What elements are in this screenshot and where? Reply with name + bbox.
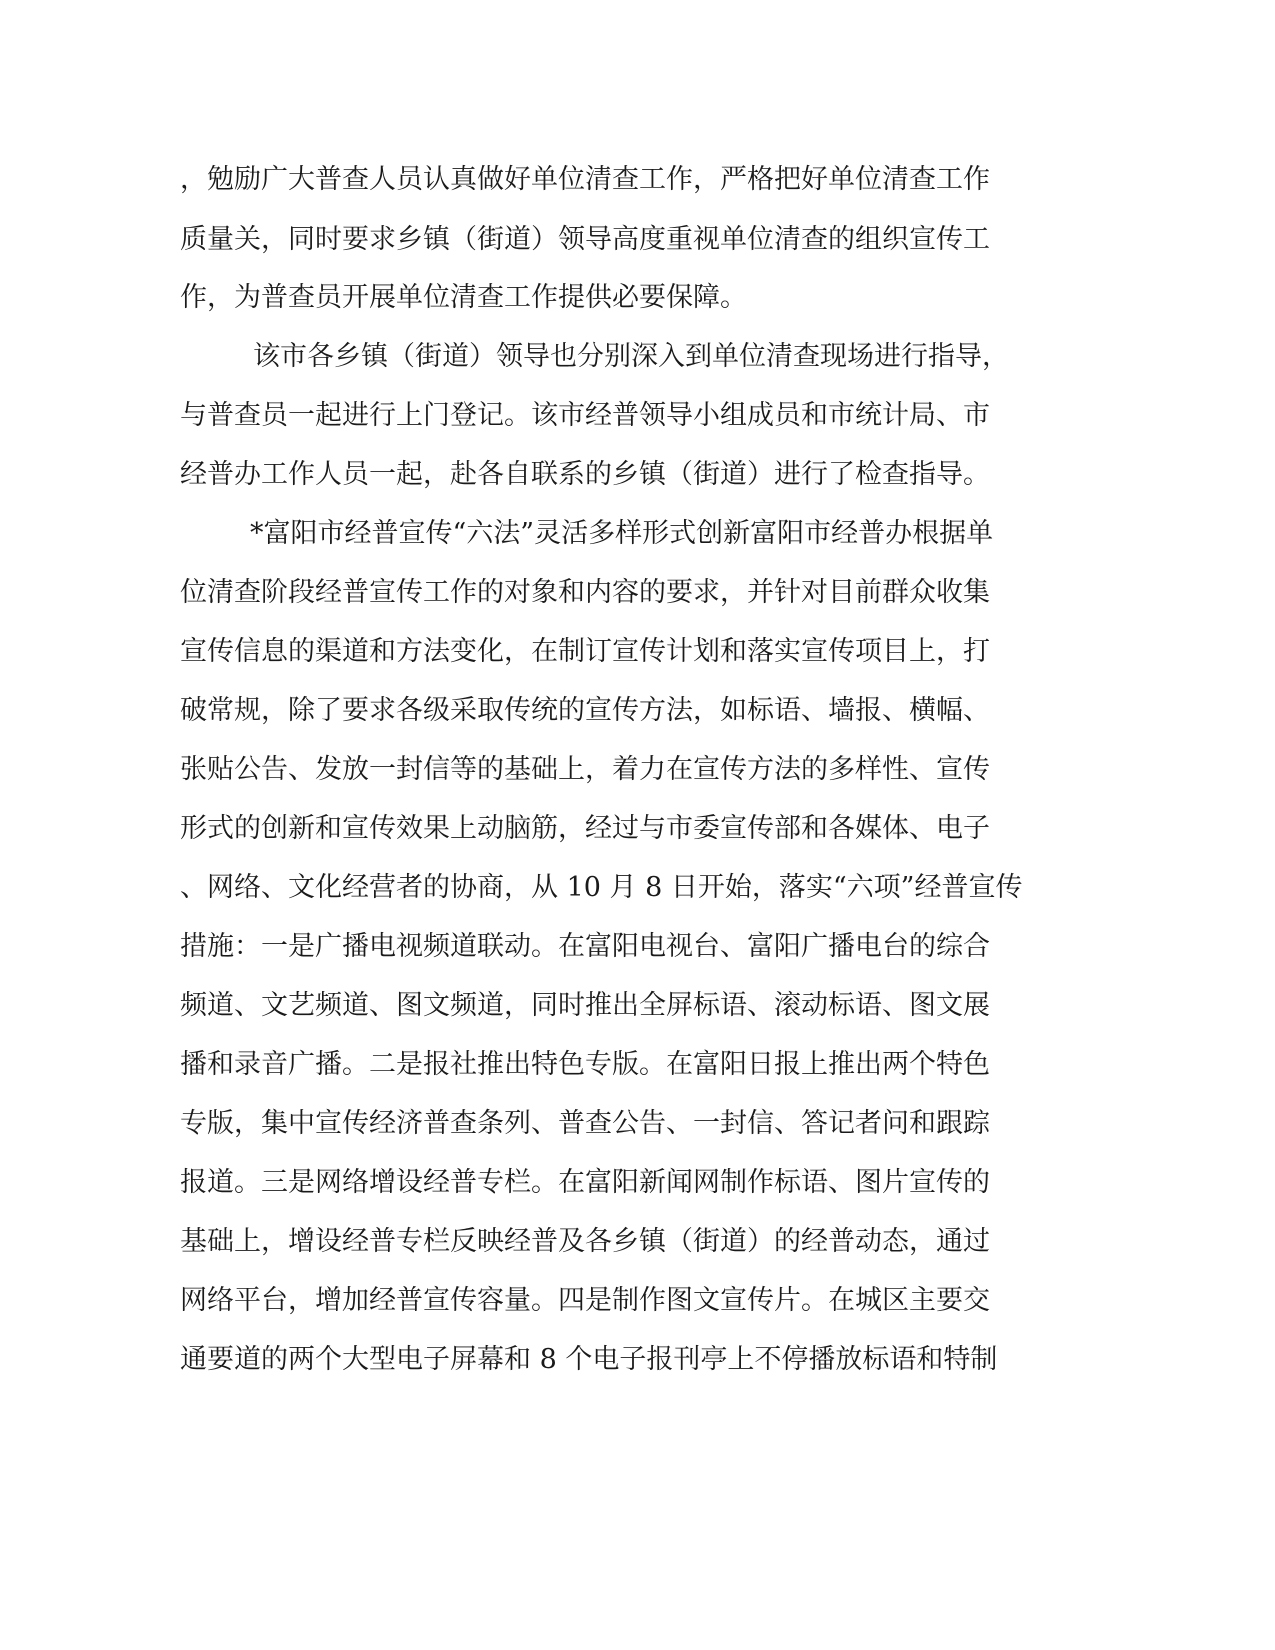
text-line: 网络平台，增加经普宣传容量。四是制作图文宣传片。在城区主要交: [180, 1285, 990, 1316]
text-line: 、网络、文化经营者的协商，从 10 月 8 日开始，落实“六项”经普宣传: [180, 872, 1023, 903]
text-line: 该市各乡镇（街道）领导也分别深入到单位清查现场进行指导，: [253, 341, 1009, 372]
text-line: 通要道的两个大型电子屏幕和 8 个电子报刊亭上不停播放标语和特制: [180, 1344, 998, 1375]
text-line: 质量关，同时要求乡镇（街道）领导高度重视单位清查的组织宣传工: [180, 224, 990, 255]
text-line: 破常规，除了要求各级采取传统的宣传方法，如标语、墙报、横幅、: [180, 695, 990, 726]
text-line: 报道。三是网络增设经普专栏。在富阳新闻网制作标语、图片宣传的: [180, 1167, 990, 1198]
text-line: 专版，集中宣传经济普查条列、普查公告、一封信、答记者问和跟踪: [180, 1108, 990, 1139]
text-line: 播和录音广播。二是报社推出特色专版。在富阳日报上推出两个特色: [180, 1049, 990, 1080]
text-line: 作，为普查员开展单位清查工作提供必要保障。: [180, 282, 747, 313]
text-line: 位清查阶段经普宣传工作的对象和内容的要求，并针对目前群众收集: [180, 577, 990, 608]
text-line: 频道、文艺频道、图文频道，同时推出全屏标语、滚动标语、图文展: [180, 990, 990, 1021]
text-line: 张贴公告、发放一封信等的基础上，着力在宣传方法的多样性、宣传: [180, 754, 990, 785]
text-line: 经普办工作人员一起，赴各自联系的乡镇（街道）进行了检查指导。: [180, 459, 990, 490]
text-line: 措施：一是广播电视频道联动。在富阳电视台、富阳广播电台的综合: [180, 931, 990, 962]
text-line: 基础上，增设经普专栏反映经普及各乡镇（街道）的经普动态，通过: [180, 1226, 990, 1257]
text-line: 与普查员一起进行上门登记。该市经普领导小组成员和市统计局、市: [180, 400, 990, 431]
text-line: ，勉励广大普查人员认真做好单位清查工作，严格把好单位清查工作: [180, 164, 990, 195]
text-line: 宣传信息的渠道和方法变化，在制订宣传计划和落实宣传项目上，打: [180, 636, 990, 667]
text-line: *富阳市经普宣传“六法”灵活多样形式创新富阳市经普办根据单: [250, 518, 994, 549]
text-line: 形式的创新和宣传效果上动脑筋，经过与市委宣传部和各媒体、电子: [180, 813, 990, 844]
